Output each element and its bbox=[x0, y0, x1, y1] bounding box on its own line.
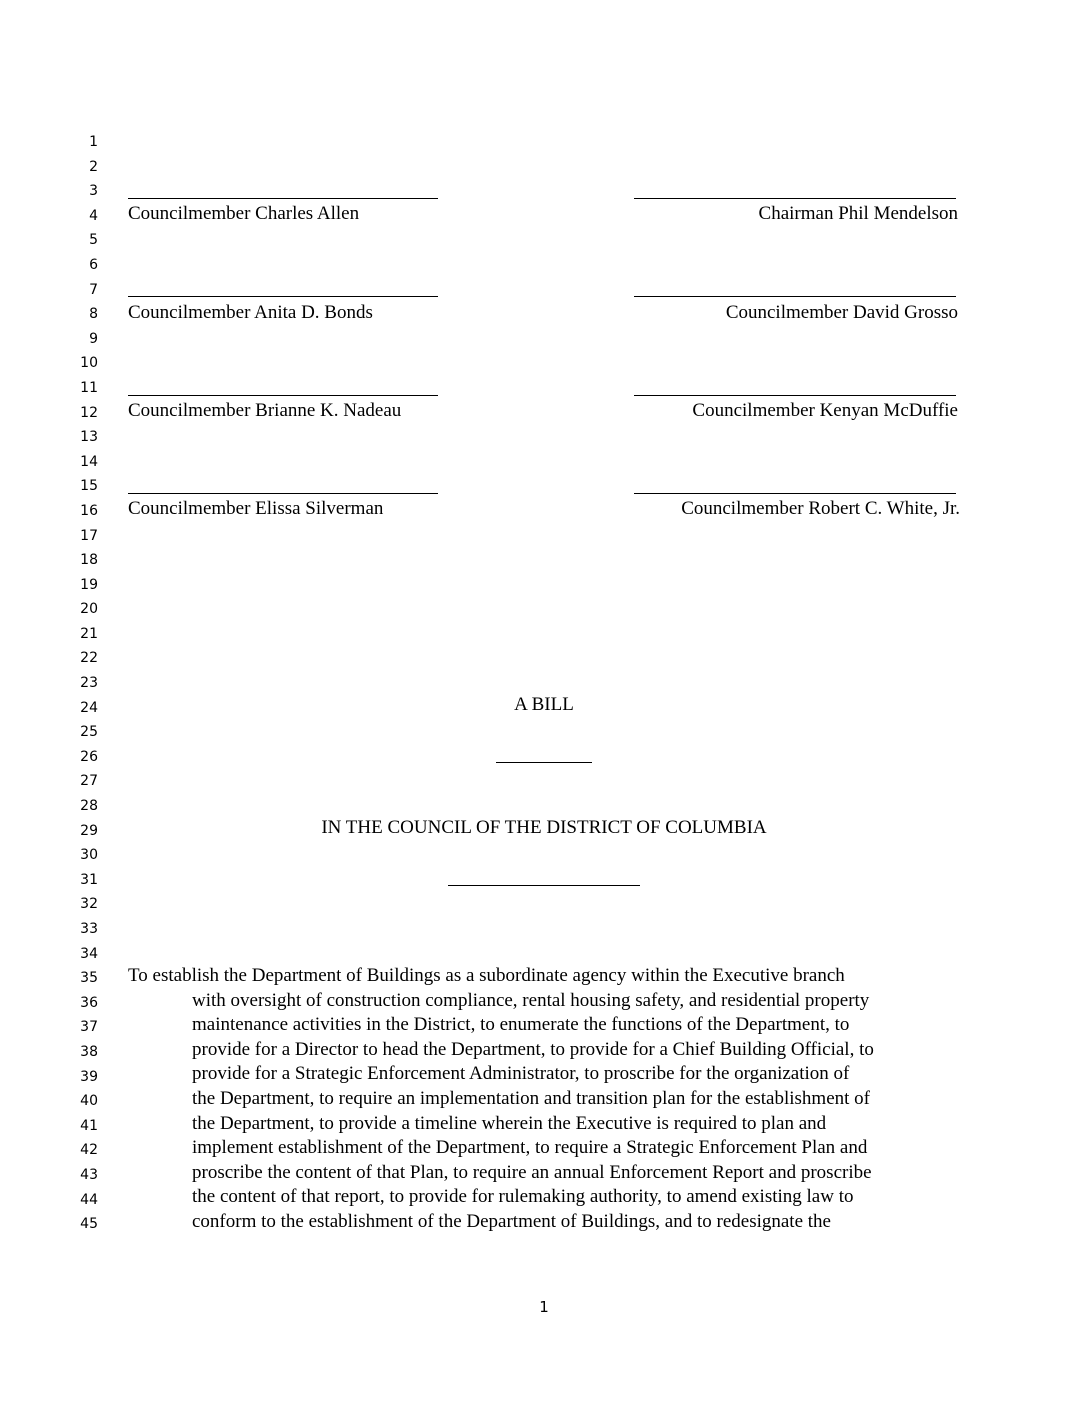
line-number: 45 bbox=[80, 1216, 98, 1233]
title-line: the Department, to require an implementation and transition plan for the establishment of bbox=[192, 1087, 870, 1109]
line-number: 35 bbox=[80, 970, 98, 987]
signature-name-left-3: Councilmember Brianne K. Nadeau bbox=[128, 400, 402, 421]
signature-line-right-1 bbox=[634, 198, 956, 199]
title-line: maintenance activities in the District, to enumerate the functions of the Department, to bbox=[192, 1014, 850, 1036]
line-number: 22 bbox=[80, 650, 98, 667]
line-number: 28 bbox=[80, 798, 98, 815]
line-number: 12 bbox=[80, 404, 98, 421]
signature-name-right-1: Chairman Phil Mendelson bbox=[758, 203, 958, 224]
line-numbers bbox=[60, 130, 98, 1237]
line-number: 33 bbox=[80, 921, 98, 937]
line-number: 24 bbox=[80, 699, 98, 716]
line-number: 6 bbox=[89, 256, 98, 273]
page-number: 1 bbox=[539, 1298, 549, 1316]
line-number: 9 bbox=[89, 330, 98, 347]
signature-line-left-1 bbox=[128, 198, 438, 199]
title-line: To establish the Department of Buildings as a subordinate agency within the Executive branch bbox=[128, 965, 845, 986]
line-number: 7 bbox=[89, 281, 98, 298]
bill-heading: A BILL bbox=[514, 694, 574, 715]
line-number: 11 bbox=[80, 379, 98, 396]
line-number: 30 bbox=[80, 847, 98, 864]
title-line: provide for a Director to head the Department, to provide for a Chief Building Official, to bbox=[192, 1038, 874, 1060]
heading-rule bbox=[496, 762, 592, 763]
council-heading: IN THE COUNCIL OF THE DISTRICT OF COLUMBIA bbox=[321, 817, 767, 838]
line-number: 26 bbox=[80, 748, 98, 765]
line-number: 40 bbox=[80, 1093, 98, 1110]
line-number: 32 bbox=[80, 896, 98, 913]
signature-line-right-2 bbox=[634, 296, 956, 297]
signature-name-right-2: Councilmember David Grosso bbox=[725, 302, 958, 323]
line-number: 19 bbox=[80, 576, 98, 593]
line-number: 39 bbox=[80, 1068, 98, 1085]
line-number: 23 bbox=[80, 675, 98, 692]
line-number: 13 bbox=[80, 429, 98, 446]
line-number: 20 bbox=[80, 601, 98, 618]
line-number: 2 bbox=[89, 158, 98, 175]
line-number: 29 bbox=[80, 822, 98, 839]
line-number: 34 bbox=[80, 945, 98, 962]
signature-name-left-4: Councilmember Elissa Silverman bbox=[128, 498, 384, 519]
line-number: 25 bbox=[80, 724, 98, 741]
line-number: 31 bbox=[80, 871, 98, 888]
line-number: 41 bbox=[80, 1117, 98, 1134]
line-number: 21 bbox=[80, 625, 98, 642]
signature-line-left-4 bbox=[128, 493, 438, 494]
signature-line-right-4 bbox=[634, 493, 956, 494]
line-number: 27 bbox=[80, 773, 98, 790]
line-number: 17 bbox=[80, 527, 98, 544]
line-number: 42 bbox=[80, 1142, 98, 1159]
signature-name-left-1: Councilmember Charles Allen bbox=[128, 203, 360, 224]
line-number: 38 bbox=[80, 1043, 98, 1060]
line-number: 3 bbox=[89, 183, 98, 200]
signature-name-left-2: Councilmember Anita D. Bonds bbox=[128, 302, 373, 323]
line-number: 43 bbox=[80, 1166, 98, 1183]
line-number: 5 bbox=[89, 232, 98, 249]
line-number: 1 bbox=[89, 134, 98, 150]
signature-line-right-3 bbox=[634, 395, 956, 396]
line-number: 10 bbox=[80, 355, 98, 372]
line-number: 18 bbox=[80, 552, 98, 569]
line-number: 44 bbox=[80, 1191, 98, 1208]
title-line: with oversight of construction compliance, rental housing safety, and residential property bbox=[192, 989, 870, 1011]
line-number: 8 bbox=[89, 306, 98, 323]
line-number: 37 bbox=[80, 1019, 98, 1036]
signature-name-right-3: Councilmember Kenyan McDuffie bbox=[692, 400, 958, 421]
title-line: conform to the establishment of the Department of Buildings, and to redesignate the bbox=[192, 1210, 831, 1232]
council-rule bbox=[448, 885, 640, 886]
line-number: 4 bbox=[89, 207, 98, 224]
title-line: the content of that report, to provide for rulemaking authority, to amend existing law to bbox=[192, 1186, 854, 1208]
line-number: 36 bbox=[80, 994, 98, 1011]
signature-name-right-4: Councilmember Robert C. White, Jr. bbox=[681, 498, 960, 519]
bill-long-title bbox=[128, 964, 960, 1235]
title-line: provide for a Strategic Enforcement Administrator, to proscribe for the organization of bbox=[192, 1063, 850, 1085]
signature-line-left-2 bbox=[128, 296, 438, 297]
signature-line-left-3 bbox=[128, 395, 438, 396]
title-line: proscribe the content of that Plan, to require an annual Enforcement Report and proscribe bbox=[192, 1161, 872, 1183]
title-line: the Department, to provide a timeline wherein the Executive is required to plan and bbox=[192, 1112, 827, 1134]
line-number: 16 bbox=[80, 502, 98, 519]
line-number: 14 bbox=[80, 453, 98, 470]
line-number: 15 bbox=[80, 478, 98, 495]
title-line: implement establishment of the Department, to require a Strategic Enforcement Plan and bbox=[192, 1137, 868, 1159]
